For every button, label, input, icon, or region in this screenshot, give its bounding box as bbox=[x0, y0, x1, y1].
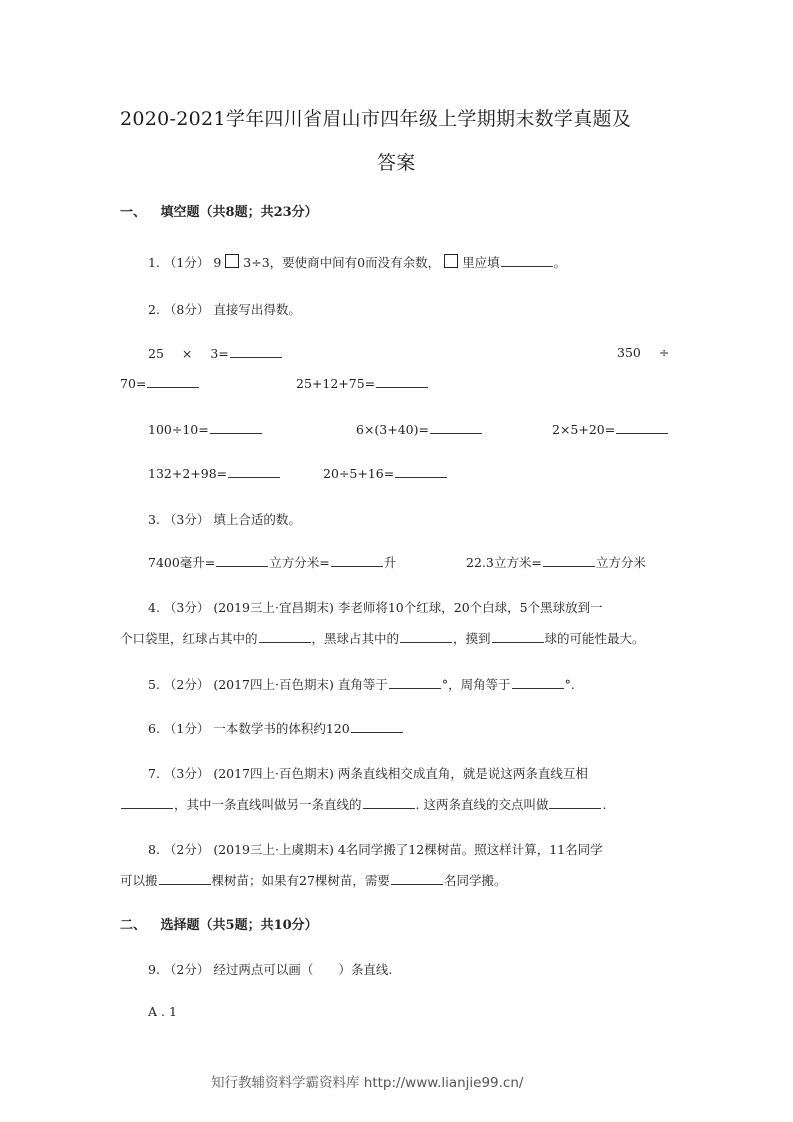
q2-expr: 132+2+98= bbox=[148, 466, 228, 481]
q2-row-c3 bbox=[552, 421, 669, 437]
q3-part: 立方分米= bbox=[269, 555, 330, 570]
q5-part: °. bbox=[564, 677, 575, 692]
q7-part: . bbox=[602, 797, 607, 812]
q2-expr: 20÷5+16= bbox=[323, 466, 395, 481]
section-1-label: 一、 bbox=[120, 205, 147, 220]
answer-blank[interactable] bbox=[159, 872, 211, 885]
answer-box-icon bbox=[225, 254, 239, 268]
q3-part: 立方分米 bbox=[595, 555, 646, 570]
q6-part: 6. （1分） 一本数学书的体积约120 bbox=[148, 721, 350, 736]
q3-part: 7400毫升= bbox=[148, 555, 216, 570]
q3-part: 22.3立方米= bbox=[466, 555, 542, 570]
q1-tail: 里应填 bbox=[462, 255, 500, 270]
q2-expr: 2×5+20= bbox=[552, 422, 616, 437]
q7-part: ，其中一条直线叫做另一条直线的 bbox=[174, 797, 362, 812]
answer-blank[interactable] bbox=[400, 630, 452, 643]
q9-option-a[interactable]: A . 1 bbox=[148, 1004, 177, 1019]
q2-row-a1 bbox=[148, 345, 283, 361]
q2-row-d2 bbox=[323, 465, 448, 481]
answer-blank[interactable] bbox=[376, 375, 428, 388]
answer-blank[interactable] bbox=[543, 554, 595, 567]
q2-row-b2 bbox=[296, 375, 429, 391]
q2-expr: 100÷10= bbox=[148, 422, 209, 437]
q2-row-a2: 350 ÷ bbox=[617, 345, 670, 360]
answer-blank[interactable] bbox=[616, 421, 668, 434]
q2-row-c1 bbox=[148, 421, 263, 437]
question-9: 9. （2分） 经过两点可以画（ ）条直线. bbox=[148, 962, 393, 977]
q2-row-c2 bbox=[356, 421, 483, 437]
q4-part: 个口袋里，红球占其中的 bbox=[120, 631, 258, 646]
q2-expr: 70= bbox=[120, 376, 147, 391]
q8-part: 棵树苗；如果有27棵树苗，需要 bbox=[211, 873, 390, 888]
q3-row-right bbox=[466, 553, 646, 571]
q8-part: 可以搬 bbox=[120, 873, 158, 888]
question-2: 2. （8分） 直接写出得数。 bbox=[148, 302, 301, 317]
question-4-line2 bbox=[120, 629, 645, 647]
answer-blank[interactable] bbox=[228, 465, 280, 478]
question-6 bbox=[148, 719, 404, 737]
answer-blank[interactable] bbox=[351, 720, 403, 733]
question-5 bbox=[148, 675, 575, 693]
answer-blank[interactable] bbox=[121, 796, 173, 809]
answer-blank[interactable] bbox=[147, 375, 199, 388]
q1-end: 。 bbox=[553, 255, 567, 270]
section-2-title: 选择题（共5题；共10分） bbox=[160, 918, 318, 933]
question-3: 3. （3分） 填上合适的数。 bbox=[148, 512, 301, 527]
section-1-heading bbox=[120, 201, 318, 220]
answer-blank[interactable] bbox=[549, 796, 601, 809]
answer-blank[interactable] bbox=[512, 676, 564, 689]
question-1 bbox=[148, 253, 566, 271]
answer-blank[interactable] bbox=[216, 554, 268, 567]
answer-blank[interactable] bbox=[363, 796, 415, 809]
answer-blank[interactable] bbox=[230, 345, 282, 358]
q2-row-b1 bbox=[120, 375, 200, 391]
q1-mid: 3÷3，要使商中间有0而没有余数， bbox=[243, 255, 441, 270]
q4-part: ，黑球占其中的 bbox=[311, 631, 400, 646]
question-7-line2 bbox=[120, 795, 606, 813]
question-7-line1: 7. （3分） (2017四上·百色期末) 两条直线相交成直角，就是说这两条直线互相 bbox=[148, 766, 588, 781]
q3-part: 升 bbox=[383, 555, 397, 570]
page-title-line2: 答案 bbox=[377, 152, 416, 174]
footer-watermark: 知行教辅资料学霸资料库 http://www.lianjie99.cn/ bbox=[211, 1075, 524, 1091]
answer-blank[interactable] bbox=[331, 554, 383, 567]
q4-part: ，摸到 bbox=[453, 631, 491, 646]
q3-row-left bbox=[148, 553, 396, 571]
question-4-line1: 4. （3分） (2019三上·宜昌期末) 李老师将10个红球，20个白球，5个黑球放到一 bbox=[148, 600, 603, 615]
answer-box-icon bbox=[444, 254, 458, 268]
q5-part: 5. （2分） (2017四上·百色期末) 直角等于 bbox=[148, 677, 388, 692]
answer-blank[interactable] bbox=[492, 630, 544, 643]
answer-blank[interactable] bbox=[395, 465, 447, 478]
page-title-line1: 2020-2021学年四川省眉山市四年级上学期期末数学真题及 bbox=[120, 108, 632, 130]
q2-row-d1 bbox=[148, 465, 281, 481]
section-2-label: 二、 bbox=[120, 918, 147, 933]
q2-expr: 25+12+75= bbox=[296, 376, 376, 391]
answer-blank[interactable] bbox=[389, 676, 441, 689]
q4-part: 球的可能性最大。 bbox=[544, 631, 645, 646]
answer-blank[interactable] bbox=[210, 421, 262, 434]
q2-expr: 25 × 3= bbox=[148, 346, 229, 361]
answer-blank[interactable] bbox=[430, 421, 482, 434]
q5-part: °，周角等于 bbox=[441, 677, 511, 692]
section-1-title: 填空题（共8题；共23分） bbox=[160, 205, 318, 220]
question-8-line2 bbox=[120, 871, 506, 889]
answer-blank[interactable] bbox=[391, 872, 443, 885]
q2-expr: 6×(3+40)= bbox=[356, 422, 429, 437]
section-2-heading bbox=[120, 914, 318, 933]
q1-lead: 1. （1分） 9 bbox=[148, 255, 222, 270]
q7-part: . 这两条直线的交点叫做 bbox=[415, 797, 549, 812]
question-8-line1: 8. （2分） (2019三上·上虞期末) 4名同学搬了12棵树苗。照这样计算，11名同学 bbox=[148, 842, 603, 857]
answer-blank[interactable] bbox=[501, 254, 553, 267]
answer-blank[interactable] bbox=[259, 630, 311, 643]
q8-part: 名同学搬。 bbox=[443, 873, 507, 888]
